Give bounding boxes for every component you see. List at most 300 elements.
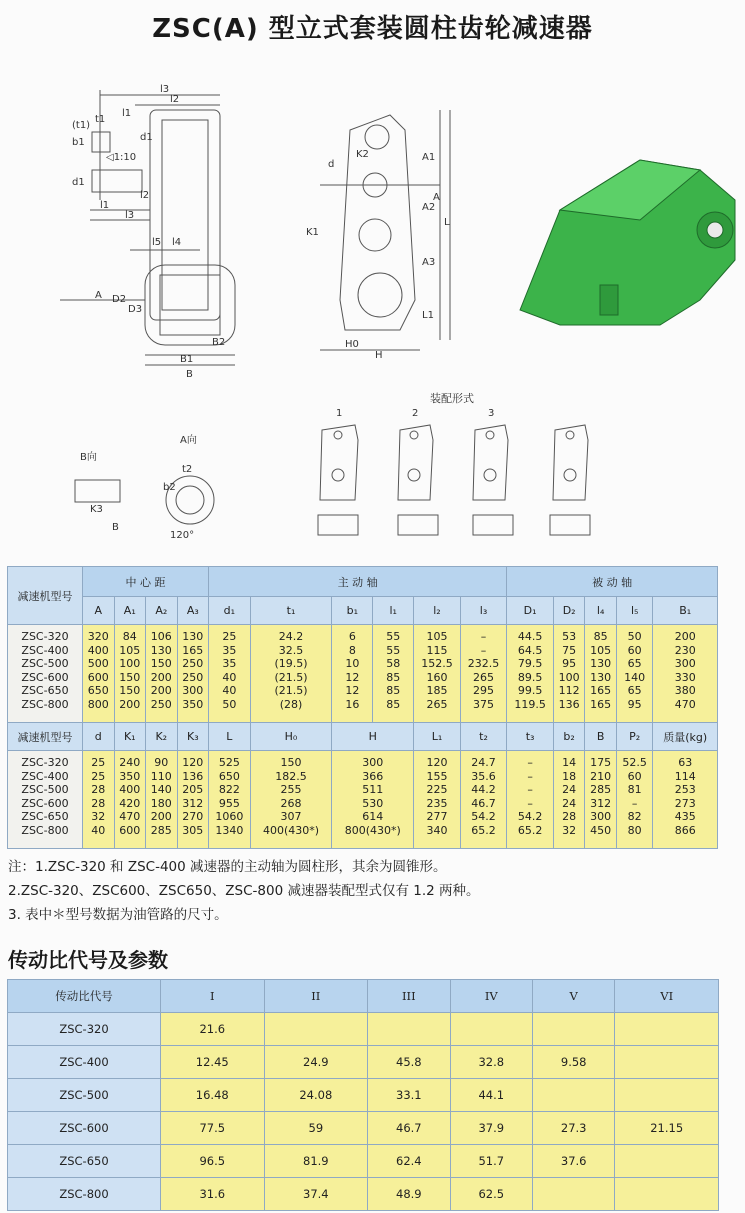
ratio-value (450, 1013, 532, 1046)
table-row (8, 1079, 719, 1112)
model-name: ZSC-650 (21, 810, 69, 824)
cell-value: – (631, 796, 638, 810)
col-header: D₁ (507, 597, 554, 625)
cell-value: 366 (362, 769, 384, 783)
cell-value: 350 (119, 769, 141, 783)
cell-value: – (527, 769, 533, 783)
cell-value: – (527, 796, 533, 810)
value-column (585, 751, 617, 849)
dim-A1: A1 (422, 152, 436, 163)
cell-value: 99.5 (517, 684, 543, 698)
cell-value: 330 (674, 670, 696, 684)
col-header: l₄ (585, 597, 617, 625)
cell-value: 54.2 (471, 810, 496, 824)
cell-value: 470 (119, 810, 141, 824)
cell-value: 175 (590, 756, 612, 769)
cell-value: 89.5 (517, 670, 543, 684)
col-header: H (332, 723, 414, 751)
cell-value: 530 (362, 796, 384, 810)
cell-value: (21.5) (274, 684, 308, 698)
cell-value: 35 (222, 657, 237, 671)
ratio-value: 77.5 (161, 1112, 265, 1145)
dim-B2: B2 (212, 337, 226, 348)
cell-value: 10 (345, 657, 360, 671)
cell-value: 110 (150, 769, 172, 783)
notes (8, 855, 480, 927)
ratio-code-header: V (532, 980, 614, 1013)
cell-value: 165 (182, 643, 204, 657)
col-header: 质量(kg) (653, 723, 718, 751)
cell-value: 44.5 (517, 630, 543, 643)
cell-value: 450 (590, 823, 612, 837)
ratio-value (615, 1145, 719, 1178)
ratio-value (615, 1079, 719, 1112)
cell-value: 1060 (215, 810, 244, 824)
cell-value: 119.5 (514, 697, 546, 711)
value-column (177, 625, 209, 723)
cell-value: 80 (627, 823, 642, 837)
cell-value: 511 (362, 783, 384, 797)
value-column (209, 751, 251, 849)
value-column (114, 751, 146, 849)
dim-l1: l1 (122, 108, 132, 119)
cell-value: 82 (627, 810, 642, 824)
value-column (414, 751, 461, 849)
drawing-canvas (0, 60, 745, 560)
ratio-value (532, 1013, 614, 1046)
cell-value: 25 (222, 630, 237, 643)
ratio-value: 37.9 (450, 1112, 532, 1145)
cell-value: 28 (562, 810, 577, 824)
cell-value: 300 (590, 810, 612, 824)
value-column (250, 625, 332, 723)
cell-value: 55 (386, 643, 401, 657)
ratio-code-header: III (368, 980, 450, 1013)
ratio-value: 37.6 (532, 1145, 614, 1178)
value-column (585, 625, 617, 723)
col-header: t₁ (250, 597, 332, 625)
ratio-value: 96.5 (161, 1145, 265, 1178)
cell-value: 180 (150, 796, 172, 810)
dim-b2: b2 (163, 482, 176, 493)
ratio-code-header: II (264, 980, 368, 1013)
model-header: 减速机型号 (8, 567, 83, 625)
ratio-value (532, 1079, 614, 1112)
model-name: ZSC-400 (21, 769, 69, 783)
cell-value: 265 (473, 670, 495, 684)
cell-value: 320 (87, 630, 109, 643)
ratio-value: 9.58 (532, 1046, 614, 1079)
cell-value: 95 (562, 657, 577, 671)
cell-value: 273 (674, 796, 696, 810)
cell-value: 24 (562, 796, 577, 810)
cell-value: 40 (222, 670, 237, 684)
value-column (177, 751, 209, 849)
value-column (553, 625, 585, 723)
dim-A: A (433, 192, 440, 203)
cell-value: 866 (674, 823, 696, 837)
cell-value: 350 (182, 697, 204, 711)
dim-K2: K2 (356, 149, 369, 160)
cell-value: 800(430*) (344, 823, 401, 837)
ratio-value: 46.7 (368, 1112, 450, 1145)
cell-value: 52.5 (622, 756, 647, 769)
cell-value: 130 (590, 670, 612, 684)
model-name: ZSC-800 (21, 697, 69, 711)
ratio-value: 81.9 (264, 1145, 368, 1178)
value-column (83, 625, 115, 723)
cell-value: (28) (279, 697, 303, 711)
cell-value: 650 (218, 769, 240, 783)
dim-A3: A3 (422, 257, 436, 268)
cell-value: 295 (473, 684, 495, 698)
dim-B: B (186, 369, 193, 380)
cell-value: 85 (593, 630, 608, 643)
dim-l5: l5 (152, 237, 162, 248)
cell-value: 105 (426, 630, 448, 643)
dim-t1: t1 (95, 114, 106, 125)
cell-value: 32.5 (278, 643, 304, 657)
section-title: 传动比代号及参数 (8, 948, 168, 972)
note-2: 2.ZSC-320、ZSC600、ZSC650、ZSC-800 减速器装配型式仅有 1.2 两种。 (8, 883, 480, 899)
model-name: ZSC-600 (21, 670, 69, 684)
cell-value: 65.2 (471, 823, 496, 837)
col-header: A (83, 597, 115, 625)
note-3: 3. 表中＊型号数据为油管路的尺寸。 (8, 907, 228, 923)
ratio-value (615, 1178, 719, 1211)
ratio-value: 32.8 (450, 1046, 532, 1079)
col-header: l₁ (373, 597, 414, 625)
value-column (460, 751, 507, 849)
cell-value: 53 (562, 630, 577, 643)
cell-value: 24.2 (278, 630, 304, 643)
model-list-2 (8, 751, 83, 849)
cell-value: 205 (182, 783, 204, 797)
model-name: ZSC-500 (21, 657, 69, 671)
cell-value: 300 (674, 657, 696, 671)
cell-value: 400 (119, 783, 141, 797)
cell-value: 35 (222, 643, 237, 657)
ratio-value (615, 1013, 719, 1046)
cell-value: 8 (348, 643, 356, 657)
model-list (8, 625, 83, 723)
value-column (616, 751, 653, 849)
cell-value: 312 (590, 796, 612, 810)
cell-value: 232.5 (467, 657, 500, 671)
col-header: L (209, 723, 251, 751)
cell-value: 25 (91, 769, 106, 783)
cell-value: 25 (91, 756, 106, 769)
cell-value: 95 (627, 697, 642, 711)
cell-value: 120 (182, 756, 204, 769)
cell-value: – (480, 643, 487, 657)
cell-value: 12 (345, 670, 360, 684)
cell-value: 375 (473, 697, 495, 711)
assembly-forms (318, 425, 590, 535)
cell-value: 250 (150, 697, 172, 711)
cell-value: 253 (674, 783, 696, 797)
cell-value: 136 (558, 697, 580, 711)
col-header: H₀ (250, 723, 332, 751)
model-name: ZSC-800 (8, 1178, 161, 1211)
model-name: ZSC-500 (8, 1079, 161, 1112)
angle-label: 120° (170, 530, 195, 541)
cell-value: 650 (87, 684, 109, 698)
table-row (8, 1145, 719, 1178)
cell-value: 165 (590, 697, 612, 711)
model-name: ZSC-800 (21, 823, 69, 837)
dim-l4: l4 (172, 237, 182, 248)
cell-value: 240 (119, 756, 141, 769)
table-row (8, 1046, 719, 1079)
cell-value: 265 (426, 697, 448, 711)
cell-value: – (480, 630, 487, 643)
ratio-table (7, 979, 719, 1211)
cell-value: 106 (150, 630, 172, 643)
value-column (209, 625, 251, 723)
note-1: 注：1.ZSC-320 和 ZSC-400 减速器的主动轴为圆柱形，其余为圆锥形。 (8, 859, 447, 875)
cell-value: 420 (119, 796, 141, 810)
col-header: l₃ (460, 597, 507, 625)
cell-value: 60 (627, 643, 642, 657)
cell-value: 18 (562, 769, 577, 783)
cell-value: 200 (150, 670, 172, 684)
model-name: ZSC-400 (21, 643, 69, 657)
col-header: K₃ (177, 723, 209, 751)
cell-value: 35.6 (471, 769, 496, 783)
model-header-2: 减速机型号 (8, 723, 83, 751)
ratio-value: 44.1 (450, 1079, 532, 1112)
cell-value: 28 (91, 796, 106, 810)
model-name: ZSC-600 (8, 1112, 161, 1145)
cell-value: 40 (222, 684, 237, 698)
cell-value: 58 (386, 657, 401, 671)
ratio-value: 48.9 (368, 1178, 450, 1211)
cell-value: 60 (627, 769, 642, 783)
cell-value: 32 (562, 823, 577, 837)
section-views (75, 476, 214, 524)
cell-value: 140 (150, 783, 172, 797)
value-column (146, 751, 178, 849)
ratio-value: 24.08 (264, 1079, 368, 1112)
cell-value: 65.2 (517, 823, 543, 837)
value-column (653, 751, 718, 849)
value-column (414, 625, 461, 723)
cell-value: 115 (426, 643, 448, 657)
cell-value: 300 (362, 756, 384, 769)
cell-value: 100 (558, 670, 580, 684)
ratio-code-header: IV (450, 980, 532, 1013)
cell-value: – (527, 756, 533, 769)
cell-value: 307 (280, 810, 302, 824)
cell-value: 600 (87, 670, 109, 684)
cell-value: 63 (678, 756, 693, 769)
view-b-label: B向 (80, 452, 97, 463)
ratio-value (368, 1013, 450, 1046)
cell-value: – (527, 783, 533, 797)
cell-value: 64.5 (517, 643, 543, 657)
cell-value: 300 (182, 684, 204, 698)
ratio-code-header: I (161, 980, 265, 1013)
model-name: ZSC-650 (21, 684, 69, 698)
dim-b1: b1 (72, 137, 85, 148)
col-header: b₂ (553, 723, 585, 751)
dim-K3: K3 (90, 504, 103, 515)
cell-value: 200 (674, 630, 696, 643)
cell-value: 81 (627, 783, 642, 797)
cell-value: 250 (182, 670, 204, 684)
col-header: K₂ (146, 723, 178, 751)
table-row (8, 1013, 719, 1046)
ratio-value: 12.45 (161, 1046, 265, 1079)
cell-value: 340 (426, 823, 448, 837)
cell-value: 130 (590, 657, 612, 671)
cell-value: 85 (386, 697, 401, 711)
dim-K1: K1 (306, 227, 319, 238)
cell-value: (21.5) (274, 670, 308, 684)
cell-value: 250 (182, 657, 204, 671)
model-name: ZSC-600 (21, 796, 69, 810)
value-column (507, 625, 554, 723)
dim-l2-b: l2 (140, 190, 150, 201)
cell-value: 822 (218, 783, 240, 797)
cell-value: 200 (150, 684, 172, 698)
cell-value: 16 (345, 697, 360, 711)
cell-value: 105 (119, 643, 141, 657)
view-a-label: A向 (180, 435, 197, 446)
cell-value: 150 (119, 684, 141, 698)
gearbox-photo (520, 160, 735, 325)
ratio-value: 33.1 (368, 1079, 450, 1112)
ratio-value: 59 (264, 1112, 368, 1145)
dim-d: d (328, 159, 335, 170)
ratio-value (615, 1046, 719, 1079)
col-header: L₁ (414, 723, 461, 751)
taper-label: ◁1:10 (106, 152, 137, 163)
dim-L1: L1 (422, 310, 434, 321)
col-header: A₂ (146, 597, 178, 625)
cell-value: 6 (348, 630, 356, 643)
ratio-value: 27.3 (532, 1112, 614, 1145)
cell-value: 50 (627, 630, 642, 643)
col-header: P₂ (616, 723, 653, 751)
cell-value: 200 (150, 810, 172, 824)
cell-value: 200 (119, 697, 141, 711)
value-column (616, 625, 653, 723)
cell-value: 150 (119, 670, 141, 684)
table-row (8, 1178, 719, 1211)
table-row (8, 1112, 719, 1145)
assembly-number-3: 3 (488, 408, 495, 419)
cell-value: 55 (386, 630, 401, 643)
cell-value: 185 (426, 684, 448, 698)
ratio-value: 21.6 (161, 1013, 265, 1046)
cell-value: 84 (122, 630, 137, 643)
cell-value: 225 (426, 783, 448, 797)
cell-value: 50 (222, 697, 237, 711)
cell-value: 160 (426, 670, 448, 684)
group-driven-shaft: 被 动 轴 (507, 567, 718, 597)
model-name: ZSC-400 (8, 1046, 161, 1079)
assembly-number-2: 2 (412, 408, 419, 419)
dim-L: L (444, 217, 450, 228)
ratio-value (264, 1013, 368, 1046)
cell-value: 277 (426, 810, 448, 824)
cell-value: 120 (426, 756, 448, 769)
cell-value: 105 (590, 643, 612, 657)
cell-value: 230 (674, 643, 696, 657)
assembly-number-1: 1 (336, 408, 343, 419)
value-column (507, 751, 554, 849)
ratio-value: 24.9 (264, 1046, 368, 1079)
value-column (250, 751, 332, 849)
cell-value: 12 (345, 684, 360, 698)
ratio-value: 62.4 (368, 1145, 450, 1178)
cell-value: 305 (182, 823, 204, 837)
ratio-value: 16.48 (161, 1079, 265, 1112)
cell-value: 150 (280, 756, 302, 769)
dim-B1: B1 (180, 354, 194, 365)
cell-value: 112 (558, 684, 580, 698)
col-header: b₁ (332, 597, 373, 625)
col-header: d (83, 723, 115, 751)
col-header: l₅ (616, 597, 653, 625)
col-header: l₂ (414, 597, 461, 625)
col-header: B₁ (653, 597, 718, 625)
cell-value: 152.5 (421, 657, 453, 671)
model-name: ZSC-650 (8, 1145, 161, 1178)
cell-value: 24.7 (471, 756, 496, 769)
dim-l3: l3 (160, 84, 170, 95)
dim-D3: D3 (128, 304, 143, 315)
cell-value: 285 (590, 783, 612, 797)
cell-value: 270 (182, 810, 204, 824)
value-column (146, 625, 178, 723)
dim-d1: d1 (72, 177, 85, 188)
cell-value: 130 (150, 643, 172, 657)
technical-drawings (0, 60, 745, 560)
cell-value: 90 (154, 756, 169, 769)
dim-l1-b: l1 (100, 200, 110, 211)
cell-value: 210 (590, 769, 612, 783)
dim-H: H (375, 350, 383, 361)
dim-l2: l2 (170, 94, 180, 105)
col-header: K₁ (114, 723, 146, 751)
ratio-value: 45.8 (368, 1046, 450, 1079)
model-name: ZSC-320 (8, 1013, 161, 1046)
ratio-header: 传动比代号 (8, 980, 161, 1013)
cell-value: 75 (562, 643, 577, 657)
col-header: D₂ (553, 597, 585, 625)
arrow-a-label: A (95, 290, 102, 301)
dim-D2: D2 (112, 294, 127, 305)
value-column (332, 751, 414, 849)
col-header: A₁ (114, 597, 146, 625)
cell-value: 614 (362, 810, 384, 824)
cell-value: 600 (119, 823, 141, 837)
cell-value: (19.5) (274, 657, 308, 671)
cell-value: 500 (87, 657, 109, 671)
col-header: B (585, 723, 617, 751)
dim-H0: H0 (345, 339, 359, 350)
cell-value: 79.5 (517, 657, 543, 671)
assembly-title: 装配形式 (430, 392, 474, 405)
ratio-code-header: VI (615, 980, 719, 1013)
dim-A2: A2 (422, 202, 436, 213)
cell-value: 54.2 (517, 810, 543, 824)
cell-value: 140 (624, 670, 646, 684)
cell-value: 65 (627, 657, 642, 671)
